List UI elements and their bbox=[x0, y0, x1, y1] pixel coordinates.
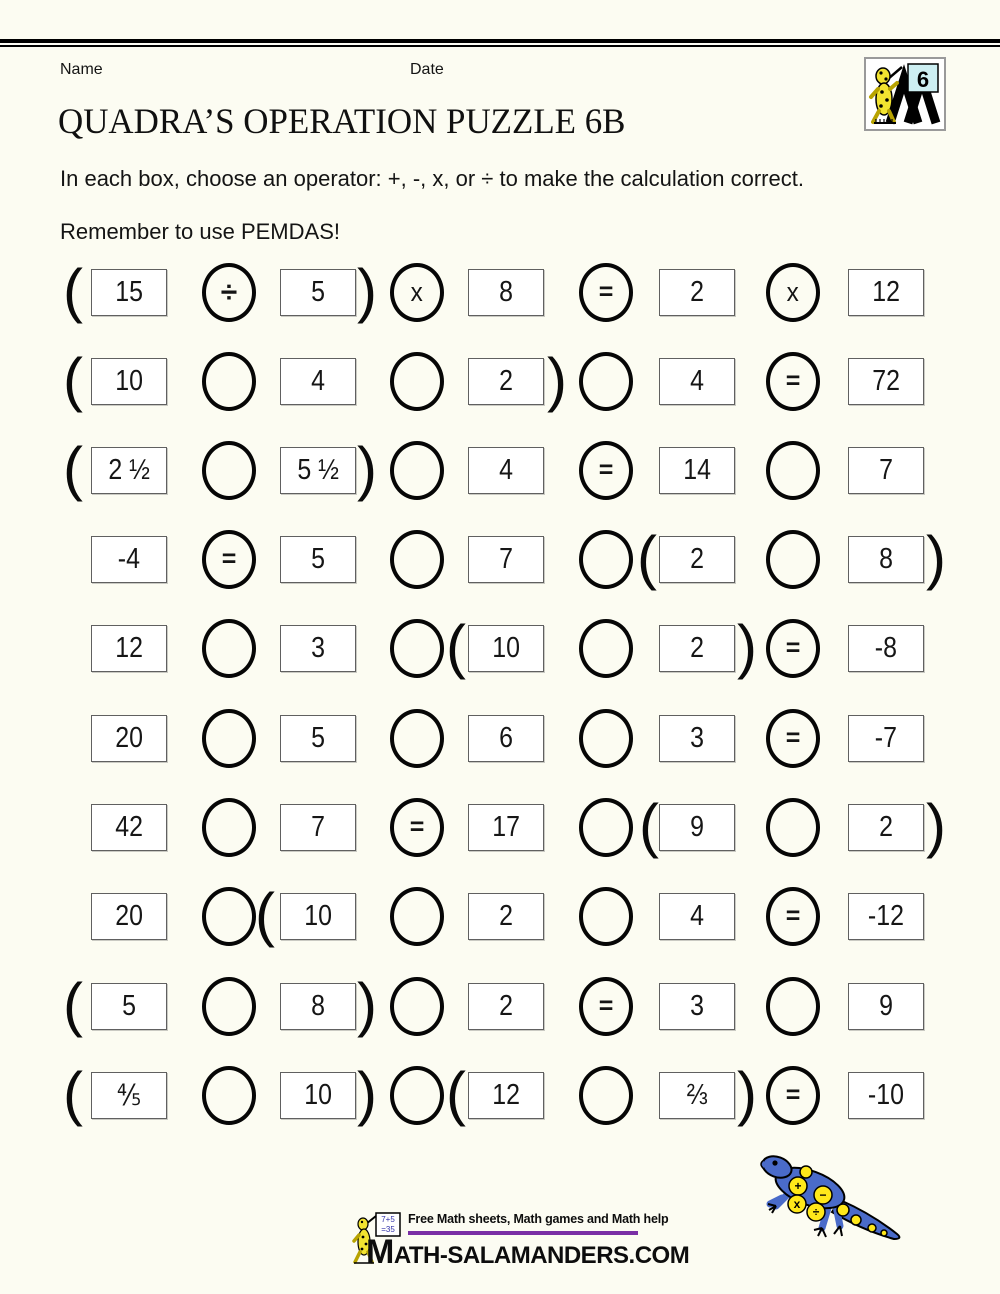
number-box bbox=[91, 893, 167, 940]
parenthesis: ) bbox=[926, 524, 946, 591]
operator-blank-circle[interactable] bbox=[579, 352, 633, 411]
operator-blank-circle[interactable] bbox=[202, 709, 256, 768]
operator-symbol: = bbox=[785, 724, 801, 752]
number-value: 5 bbox=[311, 722, 325, 754]
number-value: 7 bbox=[879, 454, 893, 486]
footer-board-text: =35 bbox=[381, 1225, 395, 1234]
number-value: -7 bbox=[874, 722, 898, 754]
puzzle-row bbox=[0, 971, 1000, 1038]
parenthesis: ( bbox=[639, 792, 659, 859]
number-value: 5 ½ bbox=[297, 454, 339, 486]
operator-blank-circle[interactable] bbox=[202, 441, 256, 500]
operator-blank-circle[interactable] bbox=[766, 977, 820, 1036]
number-value: -4 bbox=[117, 543, 141, 575]
svg-text:−: − bbox=[819, 1188, 827, 1202]
operator-blank-circle[interactable] bbox=[202, 798, 256, 857]
operator-circle bbox=[579, 441, 633, 500]
number-box bbox=[848, 893, 924, 940]
number-value: 2 bbox=[690, 276, 704, 308]
parenthesis: ) bbox=[547, 346, 567, 413]
parenthesis: ) bbox=[357, 257, 377, 324]
number-box bbox=[91, 983, 167, 1030]
number-box bbox=[848, 358, 924, 405]
operator-blank-circle[interactable] bbox=[579, 619, 633, 678]
operator-circle bbox=[390, 263, 444, 322]
number-value: 20 bbox=[115, 900, 143, 932]
operator-symbol: = bbox=[409, 813, 425, 841]
page-title: QUADRA’S OPERATION PUZZLE 6B bbox=[58, 101, 626, 141]
operator-blank-circle[interactable] bbox=[579, 530, 633, 589]
parenthesis: ) bbox=[357, 971, 377, 1038]
parenthesis: ) bbox=[737, 1060, 757, 1127]
number-value: 20 bbox=[115, 722, 143, 754]
puzzle-row bbox=[0, 881, 1000, 948]
number-box bbox=[280, 358, 356, 405]
number-value: 3 bbox=[690, 990, 704, 1022]
puzzle-row bbox=[0, 792, 1000, 859]
number-box bbox=[468, 269, 544, 316]
operator-symbol: = bbox=[598, 992, 614, 1020]
number-box bbox=[468, 358, 544, 405]
footer-board-text: 7+5 bbox=[381, 1215, 395, 1224]
operator-blank-circle[interactable] bbox=[202, 619, 256, 678]
operator-symbol: ÷ bbox=[220, 275, 238, 309]
number-box bbox=[468, 804, 544, 851]
parenthesis: ( bbox=[446, 1060, 466, 1127]
number-value: 3 bbox=[311, 632, 325, 664]
number-box bbox=[659, 269, 735, 316]
number-value: 8 bbox=[311, 990, 325, 1022]
grade-logo-graphic bbox=[866, 59, 944, 129]
footer-wordmark: MATH-SALAMANDERS.COM bbox=[366, 1233, 690, 1271]
operator-blank-circle[interactable] bbox=[579, 1066, 633, 1125]
operator-blank-circle[interactable] bbox=[390, 977, 444, 1036]
number-value: 9 bbox=[879, 990, 893, 1022]
number-box bbox=[91, 625, 167, 672]
number-box bbox=[468, 893, 544, 940]
parenthesis: ) bbox=[357, 435, 377, 502]
number-value: 5 bbox=[311, 543, 325, 575]
number-box bbox=[91, 1072, 167, 1119]
svg-text:x: x bbox=[793, 1197, 801, 1211]
number-box bbox=[659, 447, 735, 494]
operator-blank-circle[interactable] bbox=[390, 709, 444, 768]
operator-blank-circle[interactable] bbox=[766, 530, 820, 589]
number-box bbox=[659, 983, 735, 1030]
number-box bbox=[848, 1072, 924, 1119]
number-box bbox=[659, 804, 735, 851]
operator-circle bbox=[579, 263, 633, 322]
number-value: 14 bbox=[683, 454, 711, 486]
parenthesis: ) bbox=[357, 1060, 377, 1127]
number-box bbox=[848, 983, 924, 1030]
operator-symbol: = bbox=[785, 902, 801, 930]
svg-text:+: + bbox=[794, 1179, 802, 1193]
number-box bbox=[468, 983, 544, 1030]
parenthesis: ( bbox=[637, 524, 657, 591]
number-value: 2 bbox=[879, 811, 893, 843]
operator-blank-circle[interactable] bbox=[202, 1066, 256, 1125]
number-value: 10 bbox=[304, 1079, 332, 1111]
number-box bbox=[848, 715, 924, 762]
number-box bbox=[91, 269, 167, 316]
number-box bbox=[91, 358, 167, 405]
operator-circle bbox=[766, 709, 820, 768]
parenthesis: ( bbox=[63, 346, 83, 413]
number-value: 12 bbox=[872, 276, 900, 308]
parenthesis: ( bbox=[63, 435, 83, 502]
top-double-rule bbox=[0, 39, 1000, 47]
math-salamanders-grade-logo bbox=[864, 57, 946, 131]
number-value: ⅘ bbox=[116, 1080, 142, 1112]
parenthesis: ( bbox=[63, 257, 83, 324]
number-box bbox=[280, 804, 356, 851]
number-box bbox=[280, 536, 356, 583]
number-value: 2 bbox=[690, 632, 704, 664]
number-value: ⅔ bbox=[686, 1079, 708, 1111]
number-value: 4 bbox=[690, 900, 704, 932]
number-box bbox=[468, 536, 544, 583]
number-box bbox=[280, 983, 356, 1030]
operator-blank-circle[interactable] bbox=[390, 441, 444, 500]
number-box bbox=[91, 536, 167, 583]
parenthesis: ) bbox=[926, 792, 946, 859]
number-box bbox=[91, 804, 167, 851]
operator-blank-circle[interactable] bbox=[766, 441, 820, 500]
number-value: 2 bbox=[499, 990, 513, 1022]
number-value: 42 bbox=[115, 811, 143, 843]
operator-circle bbox=[202, 530, 256, 589]
puzzle-row bbox=[0, 346, 1000, 413]
parenthesis: ( bbox=[63, 1060, 83, 1127]
name-label: Name bbox=[60, 61, 103, 78]
footer-tagline: Free Math sheets, Math games and Math help bbox=[408, 1212, 669, 1226]
number-value: 15 bbox=[115, 276, 143, 308]
number-box bbox=[468, 625, 544, 672]
number-box bbox=[659, 625, 735, 672]
number-value: 17 bbox=[492, 811, 520, 843]
operator-circle bbox=[766, 1066, 820, 1125]
number-box bbox=[280, 715, 356, 762]
number-box bbox=[468, 715, 544, 762]
number-value: -12 bbox=[867, 900, 905, 932]
number-box bbox=[280, 269, 356, 316]
number-box bbox=[659, 536, 735, 583]
number-box bbox=[280, 893, 356, 940]
operator-blank-circle[interactable] bbox=[390, 530, 444, 589]
number-box bbox=[848, 536, 924, 583]
number-box bbox=[659, 715, 735, 762]
instruction-text: In each box, choose an operator: +, -, x, or ÷ to make the calculation correct. bbox=[60, 166, 804, 191]
number-value: 8 bbox=[879, 543, 893, 575]
number-value: 12 bbox=[492, 1079, 520, 1111]
number-value: -10 bbox=[867, 1079, 905, 1111]
puzzle-row bbox=[0, 524, 1000, 591]
operator-circle bbox=[766, 887, 820, 946]
parenthesis: ( bbox=[255, 881, 275, 948]
operator-circle bbox=[202, 263, 256, 322]
number-box bbox=[848, 625, 924, 672]
number-value: 7 bbox=[311, 811, 325, 843]
operator-blank-circle[interactable] bbox=[579, 709, 633, 768]
operator-symbol: = bbox=[785, 367, 801, 395]
number-value: 2 bbox=[690, 543, 704, 575]
salamander-mascot-illustration bbox=[748, 1140, 912, 1248]
number-box bbox=[848, 804, 924, 851]
number-value: 9 bbox=[690, 811, 704, 843]
number-box bbox=[659, 1072, 735, 1119]
operator-symbol: = bbox=[221, 545, 237, 573]
operator-circle bbox=[390, 798, 444, 857]
operator-blank-circle[interactable] bbox=[202, 352, 256, 411]
number-box bbox=[280, 447, 356, 494]
date-label: Date bbox=[410, 61, 444, 78]
number-box bbox=[91, 447, 167, 494]
puzzle-row bbox=[0, 257, 1000, 324]
number-box bbox=[280, 1072, 356, 1119]
number-box bbox=[848, 447, 924, 494]
number-value: 10 bbox=[492, 632, 520, 664]
operator-symbol: = bbox=[598, 456, 614, 484]
operator-symbol: x bbox=[786, 277, 800, 307]
parenthesis: ) bbox=[737, 613, 757, 680]
puzzle-row bbox=[0, 1060, 1000, 1127]
operator-blank-circle[interactable] bbox=[579, 798, 633, 857]
reminder-text: Remember to use PEMDAS! bbox=[60, 219, 340, 244]
operator-symbol: x bbox=[410, 277, 424, 307]
number-value: 12 bbox=[115, 632, 143, 664]
operator-circle bbox=[766, 352, 820, 411]
number-value: 8 bbox=[499, 276, 513, 308]
salamander-eye bbox=[772, 1160, 777, 1165]
number-value: 4 bbox=[311, 365, 325, 397]
number-value: 3 bbox=[690, 722, 704, 754]
grade-number: 6 bbox=[916, 67, 930, 92]
number-box bbox=[280, 625, 356, 672]
number-box bbox=[659, 893, 735, 940]
number-box bbox=[659, 358, 735, 405]
number-value: 10 bbox=[115, 365, 143, 397]
operator-blank-circle[interactable] bbox=[390, 619, 444, 678]
operator-blank-circle[interactable] bbox=[390, 887, 444, 946]
number-value: 5 bbox=[122, 990, 136, 1022]
puzzle-row bbox=[0, 435, 1000, 502]
number-value: 2 bbox=[499, 900, 513, 932]
operator-symbol: = bbox=[785, 1081, 801, 1109]
operator-blank-circle[interactable] bbox=[202, 887, 256, 946]
parenthesis: ( bbox=[446, 613, 466, 680]
number-value: 6 bbox=[499, 722, 513, 754]
operator-blank-circle[interactable] bbox=[202, 977, 256, 1036]
number-box bbox=[468, 447, 544, 494]
number-box bbox=[468, 1072, 544, 1119]
operator-circle bbox=[766, 263, 820, 322]
operator-blank-circle[interactable] bbox=[579, 887, 633, 946]
number-box bbox=[848, 269, 924, 316]
number-value: -8 bbox=[874, 632, 898, 664]
parenthesis: ( bbox=[63, 971, 83, 1038]
number-value: 4 bbox=[690, 365, 704, 397]
puzzle-row bbox=[0, 613, 1000, 680]
operator-symbol: = bbox=[598, 278, 614, 306]
puzzle-row bbox=[0, 708, 1000, 770]
number-value: 7 bbox=[499, 543, 513, 575]
number-value: 5 bbox=[311, 276, 325, 308]
operator-symbol: = bbox=[785, 634, 801, 662]
operator-circle bbox=[579, 977, 633, 1036]
operator-circle bbox=[766, 619, 820, 678]
operator-blank-circle[interactable] bbox=[766, 798, 820, 857]
number-value: 72 bbox=[872, 365, 900, 397]
operator-blank-circle[interactable] bbox=[390, 352, 444, 411]
number-value: 2 ½ bbox=[108, 454, 150, 486]
number-value: 10 bbox=[304, 900, 332, 932]
number-box bbox=[91, 715, 167, 762]
number-value: 2 bbox=[499, 365, 513, 397]
number-value: 4 bbox=[499, 454, 513, 486]
operator-blank-circle[interactable] bbox=[390, 1066, 444, 1125]
svg-text:÷: ÷ bbox=[812, 1205, 820, 1219]
